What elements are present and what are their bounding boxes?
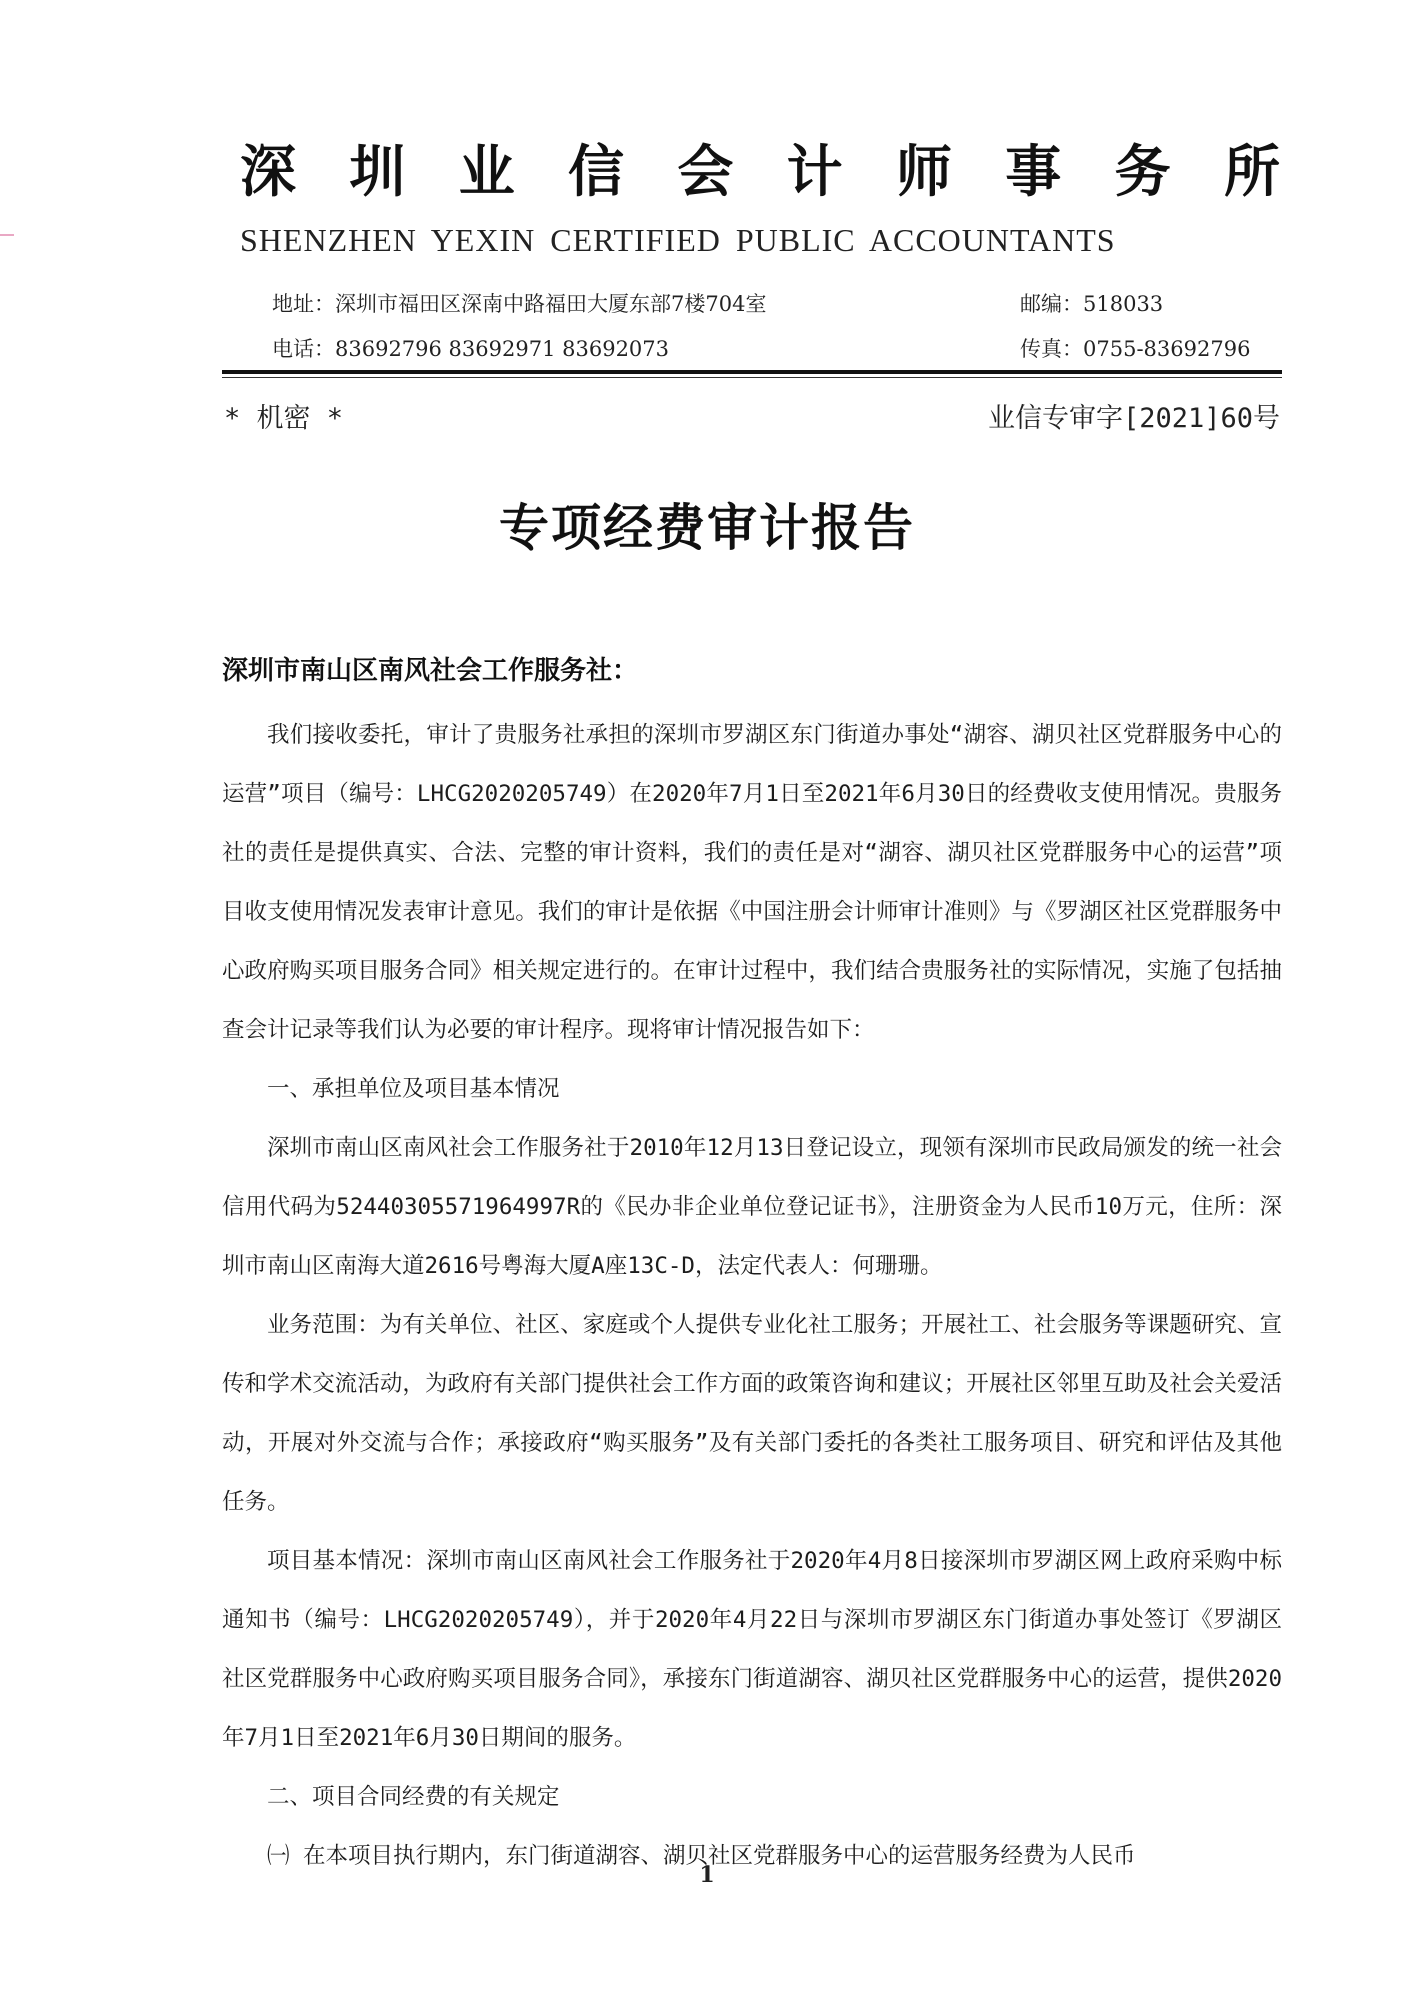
body-paragraph: 业务范围：为有关单位、社区、家庭或个人提供专业化社工服务；开展社工、社会服务等课题研究、宣传和学术交流活动，为政府有关部门提供社会工作方面的政策咨询和建议；开展社区邻里互助及社会关爱活动，开展对外交流与合作；承接政府“购买服务”及有关部门委托的各类社工服务项目、研究和评估及其他任务。 xyxy=(222,1312,1282,1515)
firm-name-english: SHENZHEN YEXIN CERTIFIED PUBLIC ACCOUNTANTS xyxy=(240,222,1116,258)
firm-name-char: 业 xyxy=(458,139,515,205)
firm-fax: 传真：0755-83692796 xyxy=(1020,337,1251,361)
report-title: 专项经费审计报告 xyxy=(499,498,915,557)
report-body xyxy=(222,706,1282,1886)
addressee: 深圳市南山区南风社会工作服务社： xyxy=(222,656,639,686)
body-paragraph: ㈠ 在本项目执行期内，东门街道湖容、湖贝社区党群服务中心的运营服务经费为人民币 xyxy=(267,1843,1136,1869)
firm-name-char: 事 xyxy=(1005,139,1062,205)
section-heading: 一、承担单位及项目基本情况 xyxy=(267,1076,560,1102)
firm-name-char: 务 xyxy=(1114,139,1171,205)
firm-name-char: 深 xyxy=(240,139,296,205)
firm-name-chinese xyxy=(240,128,1280,208)
firm-name-char: 信 xyxy=(567,139,624,205)
confidential-label: * 机密 * xyxy=(224,403,344,434)
firm-phone: 电话：83692796 83692971 83692073 xyxy=(272,337,670,361)
section-heading: 二、项目合同经费的有关规定 xyxy=(267,1784,560,1810)
letterhead-row-phone xyxy=(272,333,1262,363)
firm-name-char: 师 xyxy=(895,139,952,205)
firm-name-char: 圳 xyxy=(349,139,406,205)
firm-postcode: 邮编：518033 xyxy=(1020,292,1164,316)
firm-name-char: 会 xyxy=(677,139,734,205)
firm-address: 地址：深圳市福田区深南中路福田大厦东部7楼704室 xyxy=(272,292,767,316)
body-paragraph: 深圳市南山区南风社会工作服务社于2010年12月13日登记设立，现领有深圳市民政局颁发的统一社会信用代码为52440305571964997R的《民办非企业单位登记证书》，注册资金为人民币10万元，住所：深圳市南山区南海大道2616号粤海大厦A座13C-D，法定代表人：何珊珊。 xyxy=(222,1135,1282,1279)
body-paragraph: 项目基本情况：深圳市南山区南风社会工作服务社于2020年4月8日接深圳市罗湖区网上政府采购中标通知书（编号：LHCG2020205749），并于2020年4月22日与深圳市罗湖区东门街道办事处签订《罗湖区社区党群服务中心政府购买项目服务合同》，承接东门街道湖容、湖贝社区党群服务中心的运营，提供2020年7月1日至2021年6月30日期间的服务。 xyxy=(222,1548,1282,1751)
body-paragraph: 我们接收委托，审计了贵服务社承担的深圳市罗湖区东门街道办事处“湖容、湖贝社区党群服务中心的运营”项目（编号：LHCG2020205749）在2020年7月1日至2021年6月30日的经费收支使用情况。贵服务社的责任是提供真实、合法、完整的审计资料，我们的责任是对“湖容、湖贝社区党群服务中心的运营”项目收支使用情况发表审计意见。我们的审计是依据《中国注册会计师审计准则》与《罗湖区社区党群服务中心政府购买项目服务合同》相关规定进行的。在审计过程中，我们结合贵服务社的实际情况，实施了包括抽查会计记录等我们认为必要的审计程序。现将审计情况报告如下： xyxy=(222,722,1282,1043)
margin-mark xyxy=(0,234,14,236)
firm-name-char: 所 xyxy=(1223,139,1280,205)
letterhead-divider-thin xyxy=(222,377,1282,378)
page-number: 1 xyxy=(699,1862,715,1888)
firm-name-char: 计 xyxy=(786,139,843,205)
document-number: 业信专审字[2021]60号 xyxy=(987,403,1280,434)
letterhead-row-address xyxy=(272,288,1262,318)
letterhead-divider xyxy=(222,370,1282,374)
